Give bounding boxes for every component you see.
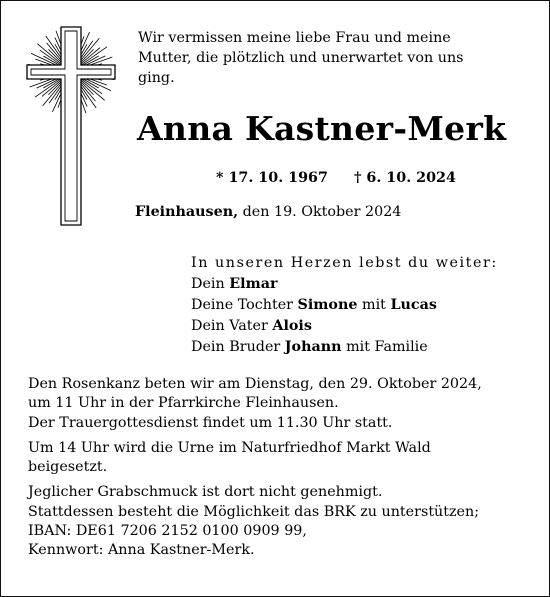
notice-date: den 19. Oktober 2024	[238, 204, 402, 220]
deceased-name: Anna Kastner-Merk	[137, 109, 507, 148]
member-name: Johann	[284, 339, 342, 355]
family-member	[191, 337, 498, 358]
relation-text: Dein Bruder	[191, 339, 285, 355]
member-name: Elmar	[229, 276, 278, 292]
detail-line: Der Trauergottesdienst findet um 11.30 Uhr statt.	[28, 414, 393, 431]
family-member	[191, 274, 498, 295]
family-member	[191, 316, 498, 337]
relation-text: mit	[357, 297, 391, 313]
detail-line: Jeglicher Grabschmuck ist dort nicht genehmigt.	[28, 484, 383, 501]
detail-line: Um 14 Uhr wird die Urne im Naturfriedhof Markt Wald	[28, 439, 431, 456]
relation-text: Dein Vater	[191, 318, 273, 334]
death-date: † 6. 10. 2024	[353, 170, 456, 186]
member-name: Simone	[297, 297, 358, 313]
member-name: Lucas	[390, 297, 437, 313]
burial-paragraph	[28, 439, 533, 478]
place-name: Fleinhausen,	[135, 204, 239, 220]
detail-line: Stattdessen besteht die Möglichkeit das BRK zu unterstützen;	[28, 503, 480, 520]
intro-line: Mutter, die plötzlich und unerwartet von uns	[138, 50, 464, 66]
detail-line: Den Rosenkanz beten wir am Dienstag, den 29. Oktober 2024,	[28, 376, 482, 392]
intro-line: Wir vermissen meine liebe Frau und meine	[138, 30, 451, 46]
rosary-paragraph	[28, 375, 533, 433]
intro-text	[138, 28, 528, 88]
family-list	[191, 253, 498, 358]
detail-line: Kennwort: Anna Kastner-Merk.	[28, 542, 255, 559]
relation-text: Deine Tochter	[191, 297, 298, 313]
detail-line: beigesetzt.	[28, 459, 108, 476]
relation-text: mit Familie	[341, 339, 428, 355]
life-dates	[216, 170, 456, 186]
cross-icon	[23, 21, 123, 246]
member-name: Alois	[272, 318, 312, 334]
family-member	[191, 295, 498, 316]
birth-date: * 17. 10. 1967	[216, 170, 328, 186]
relation-text: Dein	[191, 276, 230, 292]
intro-line: ging.	[138, 70, 175, 86]
donation-paragraph	[28, 483, 533, 560]
funeral-details	[28, 375, 533, 567]
detail-line: um 11 Uhr in der Pfarrkirche Fleinhausen.	[28, 395, 339, 412]
detail-line: IBAN: DE61 7206 2152 0100 0909 99,	[28, 523, 307, 540]
family-motto: In unseren Herzen lebst du weiter:	[191, 255, 498, 271]
place-and-date	[135, 204, 401, 220]
